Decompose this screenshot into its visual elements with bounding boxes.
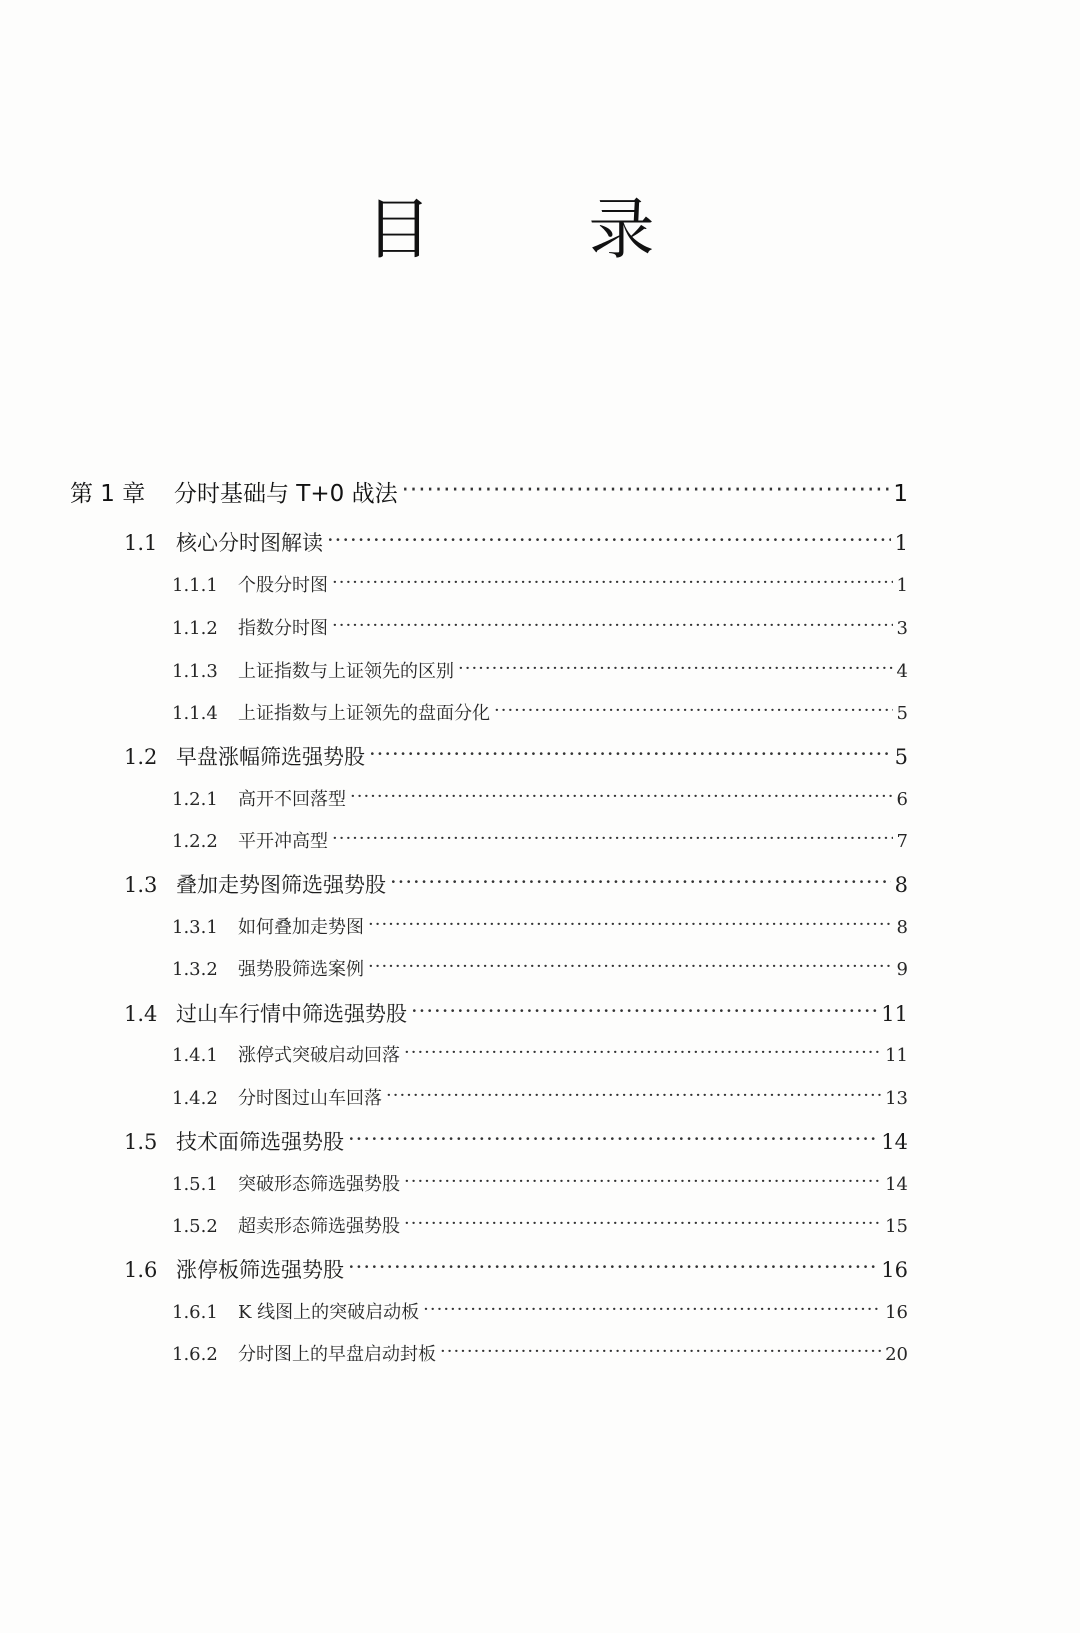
toc-entry-page-number: 14: [881, 1130, 908, 1154]
toc-entry-page-number: 16: [885, 1302, 908, 1323]
toc-entry-title: 涨停板筛选强势股: [176, 1258, 344, 1282]
toc-entry-number: 1.1.1: [172, 575, 218, 596]
dot-leader: [458, 659, 893, 677]
toc-entry-page-number: 15: [885, 1216, 908, 1237]
dot-leader: [348, 1128, 877, 1149]
toc-entry-number: 1.4.1: [172, 1045, 218, 1066]
toc-entry-page-number: 5: [894, 745, 908, 769]
toc-entry-page-number: 3: [896, 618, 908, 639]
toc-entry-title: 涨停式突破启动回落: [238, 1045, 400, 1066]
toc-entry-subsection[interactable]: [172, 657, 908, 683]
dot-leader: [404, 1172, 881, 1190]
toc-entry-section[interactable]: [124, 741, 908, 771]
toc-entry-number: 1.3: [124, 873, 158, 897]
dot-leader: [402, 478, 890, 501]
dot-leader: [494, 701, 893, 719]
toc-entry-title: K 线图上的突破启动板: [238, 1302, 420, 1323]
toc-entry-number: 1.1.2: [172, 618, 218, 639]
toc-entry-page-number: 16: [881, 1258, 908, 1282]
toc-entry-page-number: 11: [885, 1045, 908, 1066]
toc-entry-page-number: 6: [896, 789, 908, 810]
toc-entry-title: 个股分时图: [238, 575, 328, 596]
toc-entry-number: 1.5.1: [172, 1174, 218, 1195]
toc-entry-number: 1.6.1: [172, 1302, 218, 1323]
toc-entry-page-number: 14: [885, 1174, 908, 1195]
toc-entry-number: 1.4.2: [172, 1088, 218, 1109]
dot-leader: [423, 1300, 881, 1318]
page-title: 目 录: [365, 191, 723, 268]
dot-leader: [350, 787, 893, 805]
toc-entry-number: 1.4: [124, 1002, 158, 1026]
toc-entry-title: 平开冲高型: [238, 831, 328, 852]
toc-entry-title: 分时基础与 T+0 战法: [174, 481, 398, 507]
toc-entry-number: 1.1.3: [172, 661, 218, 682]
toc-entry-subsection[interactable]: [172, 1084, 908, 1110]
dot-leader: [369, 743, 891, 764]
toc-entry-title: 技术面筛选强势股: [176, 1130, 344, 1154]
dot-leader: [404, 1214, 881, 1232]
toc-entry-number: 1.6: [124, 1258, 158, 1282]
toc-entry-subsection[interactable]: [172, 785, 908, 811]
dot-leader: [332, 829, 893, 847]
toc-entry-section[interactable]: [124, 1254, 908, 1284]
toc-entry-subsection[interactable]: [172, 1041, 908, 1067]
toc-entry-title: 核心分时图解读: [176, 531, 323, 555]
toc-entry-title: 分时图上的早盘启动封板: [238, 1344, 436, 1365]
dot-leader: [327, 529, 891, 550]
dot-leader: [348, 1256, 877, 1277]
dot-leader: [390, 871, 891, 892]
toc-entry-page-number: 1: [894, 531, 908, 555]
toc-entry-subsection[interactable]: [172, 571, 908, 597]
toc-entry-section[interactable]: [124, 998, 908, 1028]
toc-entry-subsection[interactable]: [172, 913, 908, 939]
toc-entry-subsection[interactable]: [172, 1212, 908, 1238]
toc-entry-title: 上证指数与上证领先的盘面分化: [238, 703, 490, 724]
toc-entry-page-number: 13: [885, 1088, 908, 1109]
toc-entry-number: 1.1.4: [172, 703, 218, 724]
toc-entry-section[interactable]: [124, 1126, 908, 1156]
dot-leader: [440, 1342, 881, 1360]
toc-entry-title: 叠加走势图筛选强势股: [176, 873, 386, 897]
toc-entry-title: 强势股筛选案例: [238, 959, 364, 980]
dot-leader: [386, 1086, 881, 1104]
toc-entry-number: 1.6.2: [172, 1344, 218, 1365]
toc-entry-page-number: 1: [896, 575, 908, 596]
toc-entry-page-number: 9: [896, 959, 908, 980]
toc-entry-page-number: 7: [896, 831, 908, 852]
dot-leader: [368, 957, 893, 975]
toc-entry-page-number: 20: [885, 1344, 908, 1365]
toc-entry-chapter[interactable]: [70, 475, 908, 508]
toc-entry-page-number: 4: [896, 661, 908, 682]
toc-entry-section[interactable]: [124, 527, 908, 557]
toc-entry-number: 1.2.1: [172, 789, 218, 810]
toc-entry-subsection[interactable]: [172, 1340, 908, 1366]
toc-entry-title: 超卖形态筛选强势股: [238, 1216, 400, 1237]
toc-entry-number: 1.3.1: [172, 917, 218, 938]
toc-entry-number: 1.3.2: [172, 959, 218, 980]
toc-entry-section[interactable]: [124, 869, 908, 899]
toc-entry-subsection[interactable]: [172, 1298, 908, 1324]
toc-entry-title: 指数分时图: [238, 618, 328, 639]
toc-entry-number: 1.5.2: [172, 1216, 218, 1237]
dot-leader: [332, 573, 893, 591]
toc-entry-page-number: 5: [896, 703, 908, 724]
dot-leader: [368, 915, 893, 933]
toc-entry-number: 1.2: [124, 745, 158, 769]
toc-entry-subsection[interactable]: [172, 614, 908, 640]
toc-entry-title: 高开不回落型: [238, 789, 346, 810]
toc-entry-subsection[interactable]: [172, 1170, 908, 1196]
dot-leader: [332, 616, 893, 634]
toc-entry-number: 1.2.2: [172, 831, 218, 852]
toc-entry-number: 1.1: [124, 531, 158, 555]
toc-entry-title: 上证指数与上证领先的区别: [238, 661, 454, 682]
toc-entry-page-number: 8: [894, 873, 908, 897]
dot-leader: [411, 1000, 877, 1021]
toc-entry-subsection[interactable]: [172, 827, 908, 853]
toc-entry-title: 突破形态筛选强势股: [238, 1174, 400, 1195]
toc-entry-title: 如何叠加走势图: [238, 917, 364, 938]
toc-entry-page-number: 1: [893, 481, 908, 507]
toc-entry-page-number: 11: [881, 1002, 908, 1026]
toc-entry-title: 过山车行情中筛选强势股: [176, 1002, 407, 1026]
toc-entry-subsection[interactable]: [172, 955, 908, 981]
toc-entry-number: 1.5: [124, 1130, 158, 1154]
dot-leader: [404, 1043, 881, 1061]
toc-entry-title: 分时图过山车回落: [238, 1088, 382, 1109]
toc-entry-title: 早盘涨幅筛选强势股: [176, 745, 365, 769]
toc-entry-number: 第 1 章: [70, 481, 146, 507]
toc-entry-subsection[interactable]: [172, 699, 908, 725]
toc-entry-page-number: 8: [896, 917, 908, 938]
